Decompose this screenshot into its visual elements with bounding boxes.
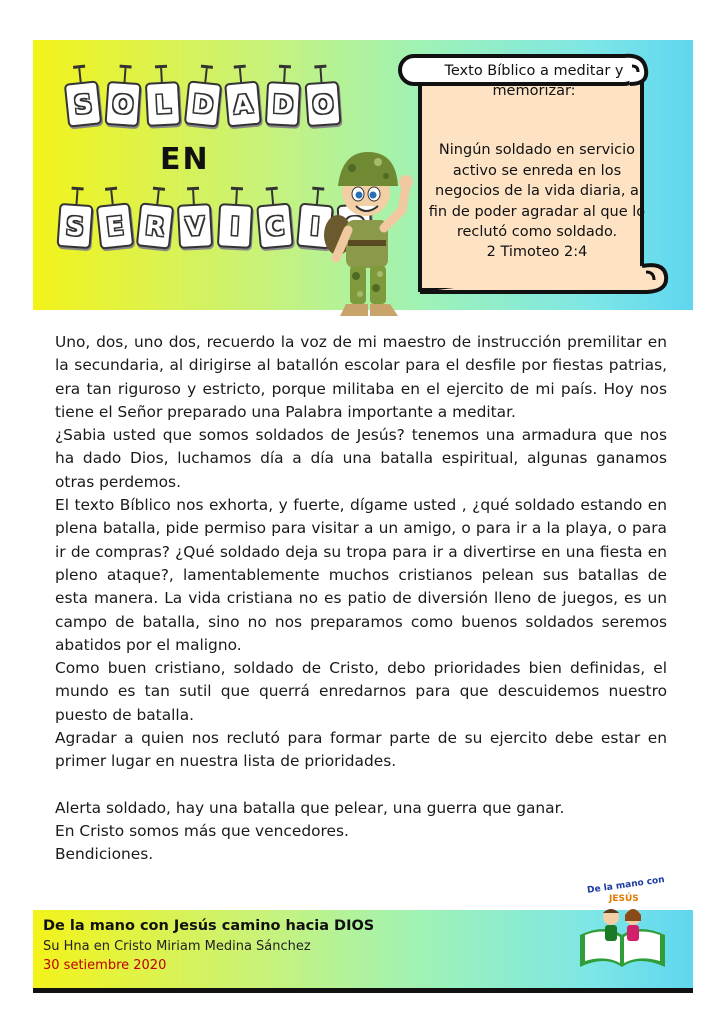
- letter-tag: S: [57, 203, 94, 249]
- paragraph: ¿Sabia usted que somos soldados de Jesús? tenemos una armadura que nos ha dado Dios, luchamos día a día una batalla espiritual, algunas ganamos otras perdemos.: [55, 426, 667, 491]
- footer-author: Su Hna en Cristo Miriam Medina Sánchez: [43, 939, 311, 954]
- logo-line1: De la mano con: [586, 875, 666, 896]
- footer-date: 30 setiembre 2020: [43, 958, 167, 973]
- scroll-title: Texto Bíblico a meditar y memorizar:: [444, 63, 624, 99]
- bible-verse-scroll: [392, 48, 682, 298]
- title-en: EN: [160, 142, 210, 177]
- letter-tag: C: [256, 203, 294, 250]
- letter-tag: L: [145, 81, 181, 127]
- footer-title: De la mano con Jesús camino hacia DIOS: [43, 918, 375, 934]
- letter-tag: E: [96, 202, 134, 249]
- paragraph: El texto Bíblico nos exhorta, y fuerte, dígame usted , ¿qué soldado estando en plena batalla, pide permiso para visitar a un amigo, o para ir a la playa, o para ir de compras? ¿Qué soldado deja su tropa para ir a divertirse en una fiesta en pleno ataque?, lamentablemente muchos cristianos pelean sus batallas de esta manera. La vida cristiana no es patio de diversión lleno de juegos, es un campo de batalla, sino no nos preparamos como buenos soldados seremos abatidos por el maligno.: [55, 496, 667, 654]
- paragraph: En Cristo somos más que vencedores.: [55, 821, 349, 840]
- letter-tag: I: [296, 203, 334, 250]
- paragraph: Como buen cristiano, soldado de Cristo, debo prioridades bien definidas, el mundo es tan sutil que querrá enredarnos para que descuidemos nuestro puesto de batalla.: [55, 659, 667, 724]
- paragraph: Uno, dos, uno dos, recuerdo la voz de mi maestro de instrucción premilitar en la secundaria, al dirigirse al batallón escolar para el desfile por fiestas patrias, era tan riguroso y estricto, porque militaba en el ejercito de mi país. Hoy nos tiene el Señor preparado una Palabra importante a meditar.: [55, 333, 667, 421]
- letter-tag: O: [305, 81, 342, 127]
- ministry-logo: [575, 875, 670, 975]
- letter-tag: S: [64, 80, 102, 127]
- letter-tag: D: [265, 81, 301, 127]
- letter-tag: V: [177, 203, 213, 249]
- paragraph: Bendiciones.: [55, 845, 154, 864]
- paragraph: Alerta soldado, hay una batalla que pelear, una guerra que ganar.: [55, 798, 565, 817]
- letter-tag: A: [224, 81, 262, 128]
- title-soldado: [66, 82, 346, 126]
- scroll-verse: Ningún soldado en servicio activo se enreda en los negocios de la vida diaria, a fin de poder agradar al que lo reclutó como soldado.: [428, 142, 646, 240]
- devotional-body: [55, 331, 667, 867]
- letter-tag: R: [136, 202, 174, 249]
- letter-tag: O: [105, 81, 142, 127]
- letter-tag: I: [217, 203, 253, 249]
- footer-rule: [33, 988, 693, 993]
- scroll-reference: 2 Timoteo 2:4: [486, 244, 588, 260]
- logo-line2: JESÚS: [609, 894, 639, 904]
- letter-tag: D: [184, 80, 222, 127]
- paragraph: Agradar a quien nos reclutó para formar parte de su ejercito debe estar en primer lugar en nuestra lista de prioridades.: [55, 729, 667, 771]
